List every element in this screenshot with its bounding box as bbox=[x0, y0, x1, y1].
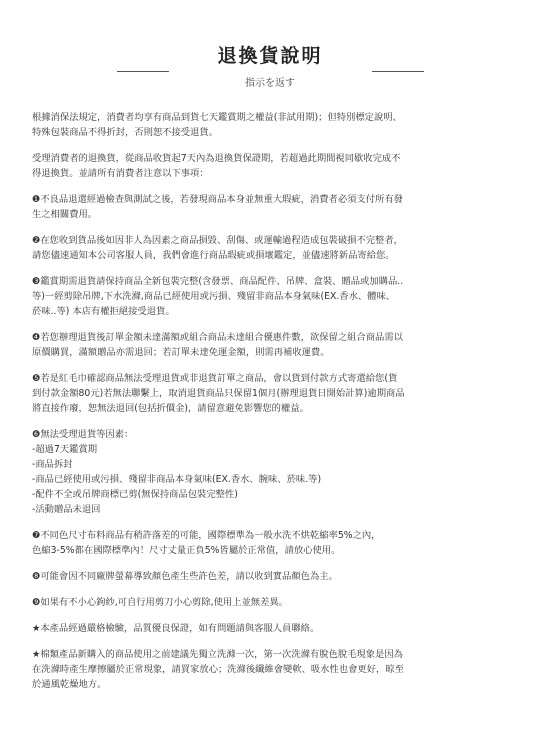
policy-paragraph bbox=[32, 647, 510, 692]
paragraph-line: ❶不良品退還經過檢查與測試之後，若發現商品本身並無重大瑕疵，消費者必須支付所有發 bbox=[32, 194, 403, 205]
paragraph-line: ★棉類產品新購入的商品使用之前建議先獨立洗滌一次，第一次洗滌有脫色脫毛現象是因為 bbox=[32, 649, 403, 660]
paragraph-line: -超過7天鑑賞期 bbox=[32, 444, 98, 455]
paragraph-line: -商品已經使用或污損、殘留非商品本身氣味(EX.香水、腕味、菸味.等) bbox=[32, 474, 322, 485]
policy-paragraph bbox=[32, 528, 510, 558]
policy-paragraph bbox=[32, 621, 510, 636]
paragraph-line: ❾如果有不小心鉤紗,可自行用剪刀小心剪除,使用上並無差異。 bbox=[32, 597, 288, 608]
policy-paragraph bbox=[32, 151, 510, 181]
paragraph-line: ❺若是紅毛巾確認商品無法受理退貨或非退貨訂單之商品，會以貨到付款方式寄還給您(貨 bbox=[32, 373, 398, 384]
page-subtitle: 指示を返す bbox=[245, 78, 295, 89]
paragraph-line: ❼不同色尺寸布料商品有稍許落差的可能，國際標準為一般水洗不烘乾縮率5%之內， bbox=[32, 530, 381, 541]
paragraph-line: 菸味..等) 本店有權拒絕接受退貨。 bbox=[32, 306, 175, 317]
policy-paragraph bbox=[32, 427, 510, 517]
policy-paragraph bbox=[32, 110, 510, 140]
paragraph-line: 生之相關費用。 bbox=[32, 209, 98, 220]
policy-paragraph bbox=[32, 274, 510, 319]
paragraph-line: 原價購買，滿額贈品亦需退回；若訂單未達免運金額，則需再補收運費。 bbox=[32, 347, 330, 358]
policy-paragraph bbox=[32, 233, 510, 263]
title-rule-left bbox=[117, 71, 169, 72]
paragraph-line: ❻無法受理退貨等因素： bbox=[32, 429, 134, 440]
paragraph-line: -配件不全或吊牌商標已剪(無保持商品包裝完整性) bbox=[32, 489, 238, 500]
paragraph-line: 在洗滌時產生摩擦屬於正常現象，請買家放心；洗滌後纖維會變軟、吸水性也會更好，晾至 bbox=[32, 664, 404, 675]
paragraph-line: ❹若您辦理退貨後訂單金額未達滿額或組合商品未達組合優惠件數，欲保留之組合商品需以 bbox=[32, 332, 403, 343]
paragraph-line: 於通風乾燥地方。 bbox=[32, 679, 107, 690]
policy-paragraph bbox=[32, 569, 510, 584]
paragraph-line: 到付款金額80元)若無法聯繫上，取消退貨商品只保留1個月(辦理退貨日開始計算)逾期商品 bbox=[32, 388, 405, 399]
policy-paragraph bbox=[32, 192, 510, 222]
paragraph-line: 根據消保法規定，消費者均享有商品到貨七天鑑賞期之權益(非試用期)；但特別標定說明、 bbox=[32, 112, 402, 123]
paragraph-line: ❷在您收到貨品後如因非人為因素之商品損毀、刮傷、或運輸過程造成包裝破損不完整者， bbox=[32, 235, 403, 246]
paragraph-line: 請您儘速通知本公司客服人員，我們會進行商品瑕疵或損壞鑑定，並儘速將新品寄給您。 bbox=[32, 250, 395, 261]
policy-paragraph bbox=[32, 330, 510, 360]
paragraph-line: ★本產品經過嚴格檢驗，品質優良保證，如有問題請與客服人員聯絡。 bbox=[32, 623, 320, 634]
page-header bbox=[0, 44, 540, 94]
paragraph-line: ❽可能會因不同廠牌螢幕導致顏色產生些許色差，請以收到實品顏色為主。 bbox=[32, 571, 338, 582]
page-title: 退換貨說明 bbox=[217, 45, 323, 67]
paragraph-line: -活動贈品未退回 bbox=[32, 504, 101, 515]
policy-paragraph bbox=[32, 371, 510, 416]
paragraph-line: 受理消費者的退換貨，從商品收貨起7天內為退換貨保證期，若超過此期間視同歇收完成不 bbox=[32, 153, 401, 164]
paragraph-line: -商品拆封 bbox=[32, 459, 73, 470]
paragraph-line: 得退換貨。並請所有消費者注意以下事項： bbox=[32, 168, 209, 179]
policy-paragraph bbox=[32, 595, 510, 610]
paragraph-line: 等)一經剪除吊牌,下水洗滌,商品已經使用或污損、殘留非商品本身氣味(EX.香水、體味、 bbox=[32, 291, 396, 302]
paragraph-line: 色縮3-5%都在國際標準內！尺寸丈量正負5%皆屬於正常值，請放心使用。 bbox=[32, 545, 341, 556]
paragraph-line: 將直接作廢，恕無法退回(包括折價金)，請留意避免影響您的權益。 bbox=[32, 403, 309, 414]
paragraph-line: ❸鑑賞期需退貨請保持商品全新包裝完整(含發票、商品配件、吊牌、盒裝、贈品或加購品.. bbox=[32, 276, 404, 287]
paragraph-line: 特殊包裝商品不得折封，否則恕不接受退貨。 bbox=[32, 127, 218, 138]
policy-content bbox=[32, 110, 510, 703]
title-rule-right bbox=[372, 71, 424, 72]
